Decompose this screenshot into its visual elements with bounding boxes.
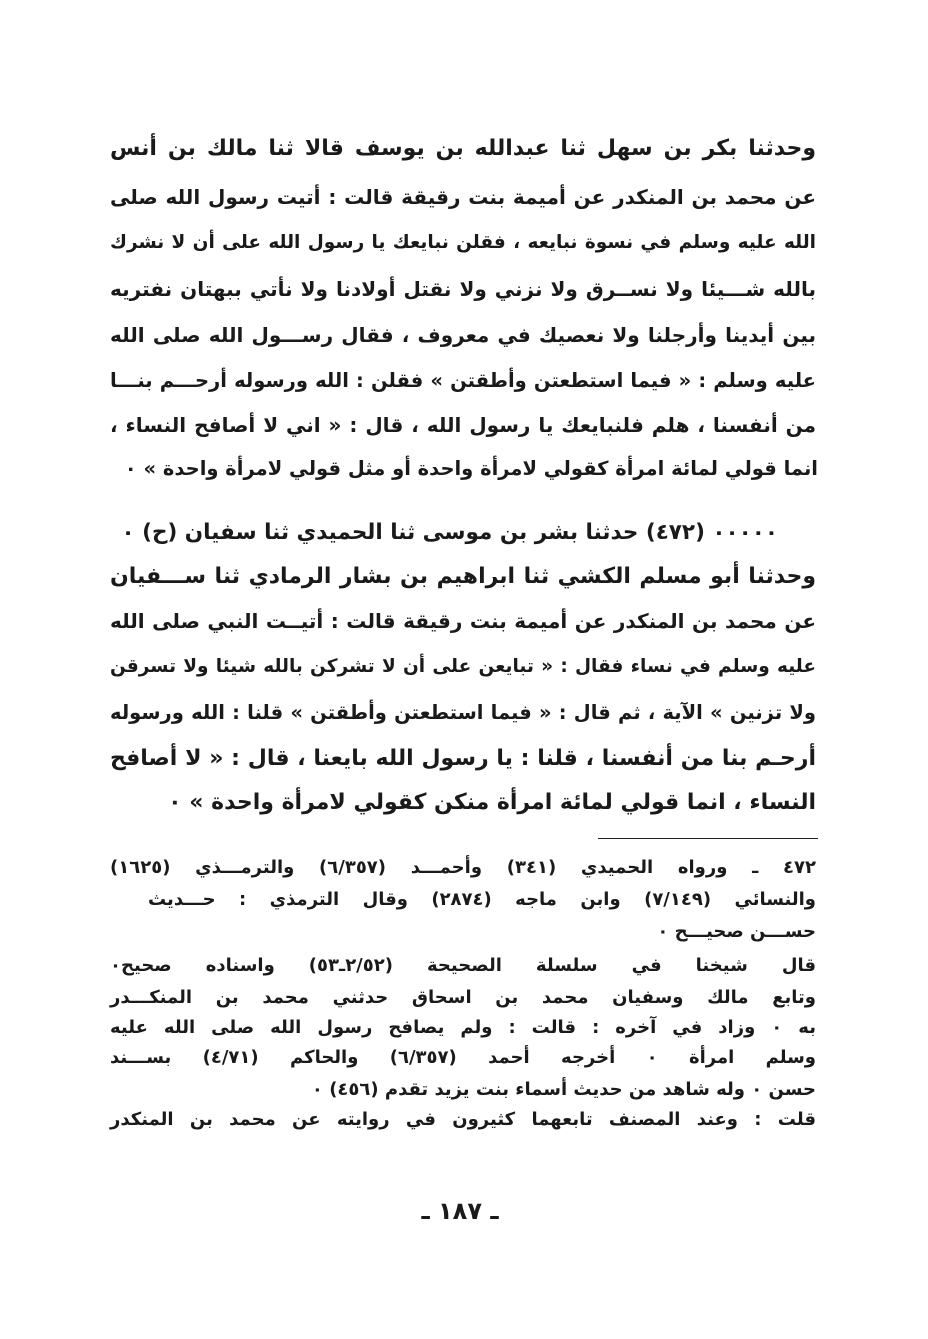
footnote-line: والنسائي (٧/١٤٩) وابن ماجه (٢٨٧٤) وقال الترمذي : حـــديث xyxy=(148,889,816,910)
footnote-line: قال شيخنا في سلسلة الصحيحة (٢/٥٢ـ٥٣) واسناده صحيح٠ xyxy=(110,955,816,976)
text-line: عن محمد بن المنكدر عن أميمة بنت رقيقة قالت : أتيت رسول الله صلى xyxy=(110,185,816,209)
text-line: وحدثنا بكر بن سهل ثنا عبدالله بن يوسف قالا ثنا مالك بن أنس xyxy=(110,136,816,161)
text-line: وحدثنا أبو مسلم الكشي ثنا ابراهيم بن بشار الرمادي ثنا ســـفيان xyxy=(110,564,816,589)
text-line: من أنفسنا ، هلم فلنبايعك يا رسول الله ، قال : « اني لا أصافح النساء ، xyxy=(110,413,816,437)
text-line: بين أيدينا وأرجلنا ولا نعصيك في معروف ، فقال رســـول الله صلى الله xyxy=(110,323,816,347)
page-number: ـ ١٨٧ ـ xyxy=(421,1197,499,1225)
footnote-line: حسن ٠ وله شاهد من حديث أسماء بنت يزيد تقدم (٤٥٦) ٠ xyxy=(311,1079,816,1100)
text-line: النساء ، انما قولي لمائة امرأة منكن كقولي لامرأة واحدة » ٠ xyxy=(168,790,816,815)
text-line: الله عليه وسلم في نسوة نبايعه ، فقلن نبايعك يا رسول الله على أن لا نشرك xyxy=(110,232,816,253)
text-line: انما قولي لمائة امرأة كقولي لامرأة واحدة أو مثل قولي لامرأة واحدة » ٠ xyxy=(124,457,818,480)
footnote-line: قلت : وعند المصنف تابعهما كثيرون في روايته عن محمد بن المنكدر xyxy=(110,1109,816,1130)
footnote-line: ٤٧٢ ـ ورواه الحميدي (٣٤١) وأحمـــد (٦/٣٥٧) والترمـــذي (١٦٢٥) xyxy=(110,857,816,878)
text-line: ولا تزنين » الآية ، ثم قال : « فيما استطعتن وأطقتن » قلنا : الله ورسوله xyxy=(110,701,816,724)
text-line: بالله شـــيئا ولا نســرق ولا نزني ولا نقتل أولادنا ولا نأتي ببهتان نفتريه xyxy=(110,277,816,301)
footnote-line: به ٠ وزاد في آخره : قالت : ولم يصافح رسول الله صلى الله عليه xyxy=(110,1017,816,1038)
footnote-separator xyxy=(598,838,818,839)
footnote-line: وسلم امرأة ٠ أخرجه أحمد (٦/٣٥٧) والحاكم (٤/٧١) بســـند xyxy=(110,1047,816,1068)
text-line: أرحـم بنا من أنفسنا ، قلنا : يا رسول الله بايعنا ، قال : « لا أصافح xyxy=(110,746,816,771)
footnote-line: وتابع مالك وسفيان محمد بن اسحاق حدثني محمد بن المنكـــدر xyxy=(110,987,816,1008)
footnote-line: حســـن صحيـــح ٠ xyxy=(657,921,816,942)
text-line: عن محمد بن المنكدر عن أميمة بنت رقيقة قالت : أتيــت النبي صلى الله xyxy=(110,609,816,633)
hadith-heading-line: ٠٠٠٠٠ (٤٧٢) حدثنا بشر بن موسى ثنا الحميدي ثنا سفيان (ح) ٠ xyxy=(121,520,778,545)
text-line: عليه وسلم : « فيما استطعتن وأطقتن » فقلن : الله ورسوله أرحـــم بنـــا xyxy=(110,369,816,392)
text-line: عليه وسلم في نساء فقال : « تبايعن على أن لا تشركن بالله شيئا ولا تسرقن xyxy=(110,656,816,677)
